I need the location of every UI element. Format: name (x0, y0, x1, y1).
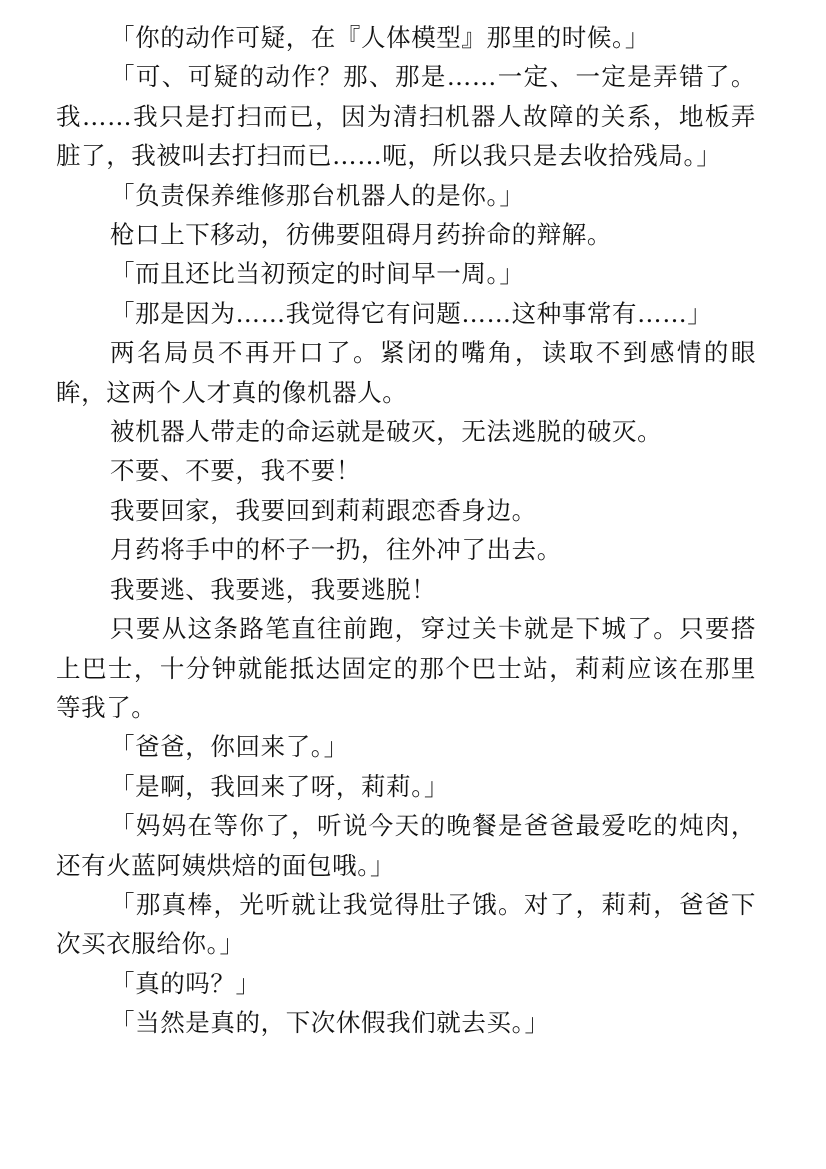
paragraph: 两名局员不再开口了。紧闭的嘴角，读取不到感情的眼眸，这两个人才真的像机器人。 (56, 338, 756, 407)
paragraph: 「爸爸，你回来了。」 (110, 732, 349, 762)
paragraph: 不要、不要，我不要！ (110, 456, 361, 486)
paragraph: 我要回家，我要回到莉莉跟恋香身边。 (110, 495, 537, 525)
paragraph: 被机器人带走的命运就是破灭，无法逃脱的破灭。 (110, 417, 663, 447)
paragraph: 月药将手中的杯子一扔，往外冲了出去。 (110, 535, 562, 565)
novel-page (56, 18, 756, 1043)
paragraph: 「真的吗？」 (110, 968, 261, 998)
paragraph: 「那是因为……我觉得它有问题……这种事常有……」 (110, 298, 713, 328)
paragraph: 「你的动作可疑，在『人体模型』那里的时候。」 (110, 23, 650, 52)
paragraph: 「可、可疑的动作？那、那是……一定、一定是弄错了。我……我只是打扫而已，因为清扫机器人故障的关系，地板弄脏了，我被叫去打扫而已……呃，所以我只是去收拾残局。」 (56, 62, 756, 171)
paragraph: 只要从这条路笔直往前跑，穿过关卡就是下城了。只要搭上巴士，十分钟就能抵达固定的那个巴士站，莉莉应该在那里等我了。 (56, 614, 756, 722)
paragraph: 「负责保养维修那台机器人的是你。」 (110, 180, 525, 210)
paragraph: 枪口上下移动，彷佛要阻碍月药拚命的辩解。 (110, 220, 612, 250)
paragraph: 「妈妈在等你了，听说今天的晚餐是爸爸最爱吃的炖肉，还有火蓝阿姨烘焙的面包哦。」 (56, 811, 756, 880)
paragraph: 「而且还比当初预定的时间早一周。」 (110, 259, 525, 289)
paragraph: 「那真棒，光听就让我觉得肚子饿。对了，莉莉，爸爸下次买衣服给你。」 (56, 889, 756, 959)
paragraph: 我要逃、我要逃，我要逃脱！ (110, 574, 437, 604)
paragraph: 「当然是真的，下次休假我们就去买。」 (110, 1008, 550, 1038)
paragraph: 「是啊，我回来了呀，莉莉。」 (110, 771, 450, 801)
